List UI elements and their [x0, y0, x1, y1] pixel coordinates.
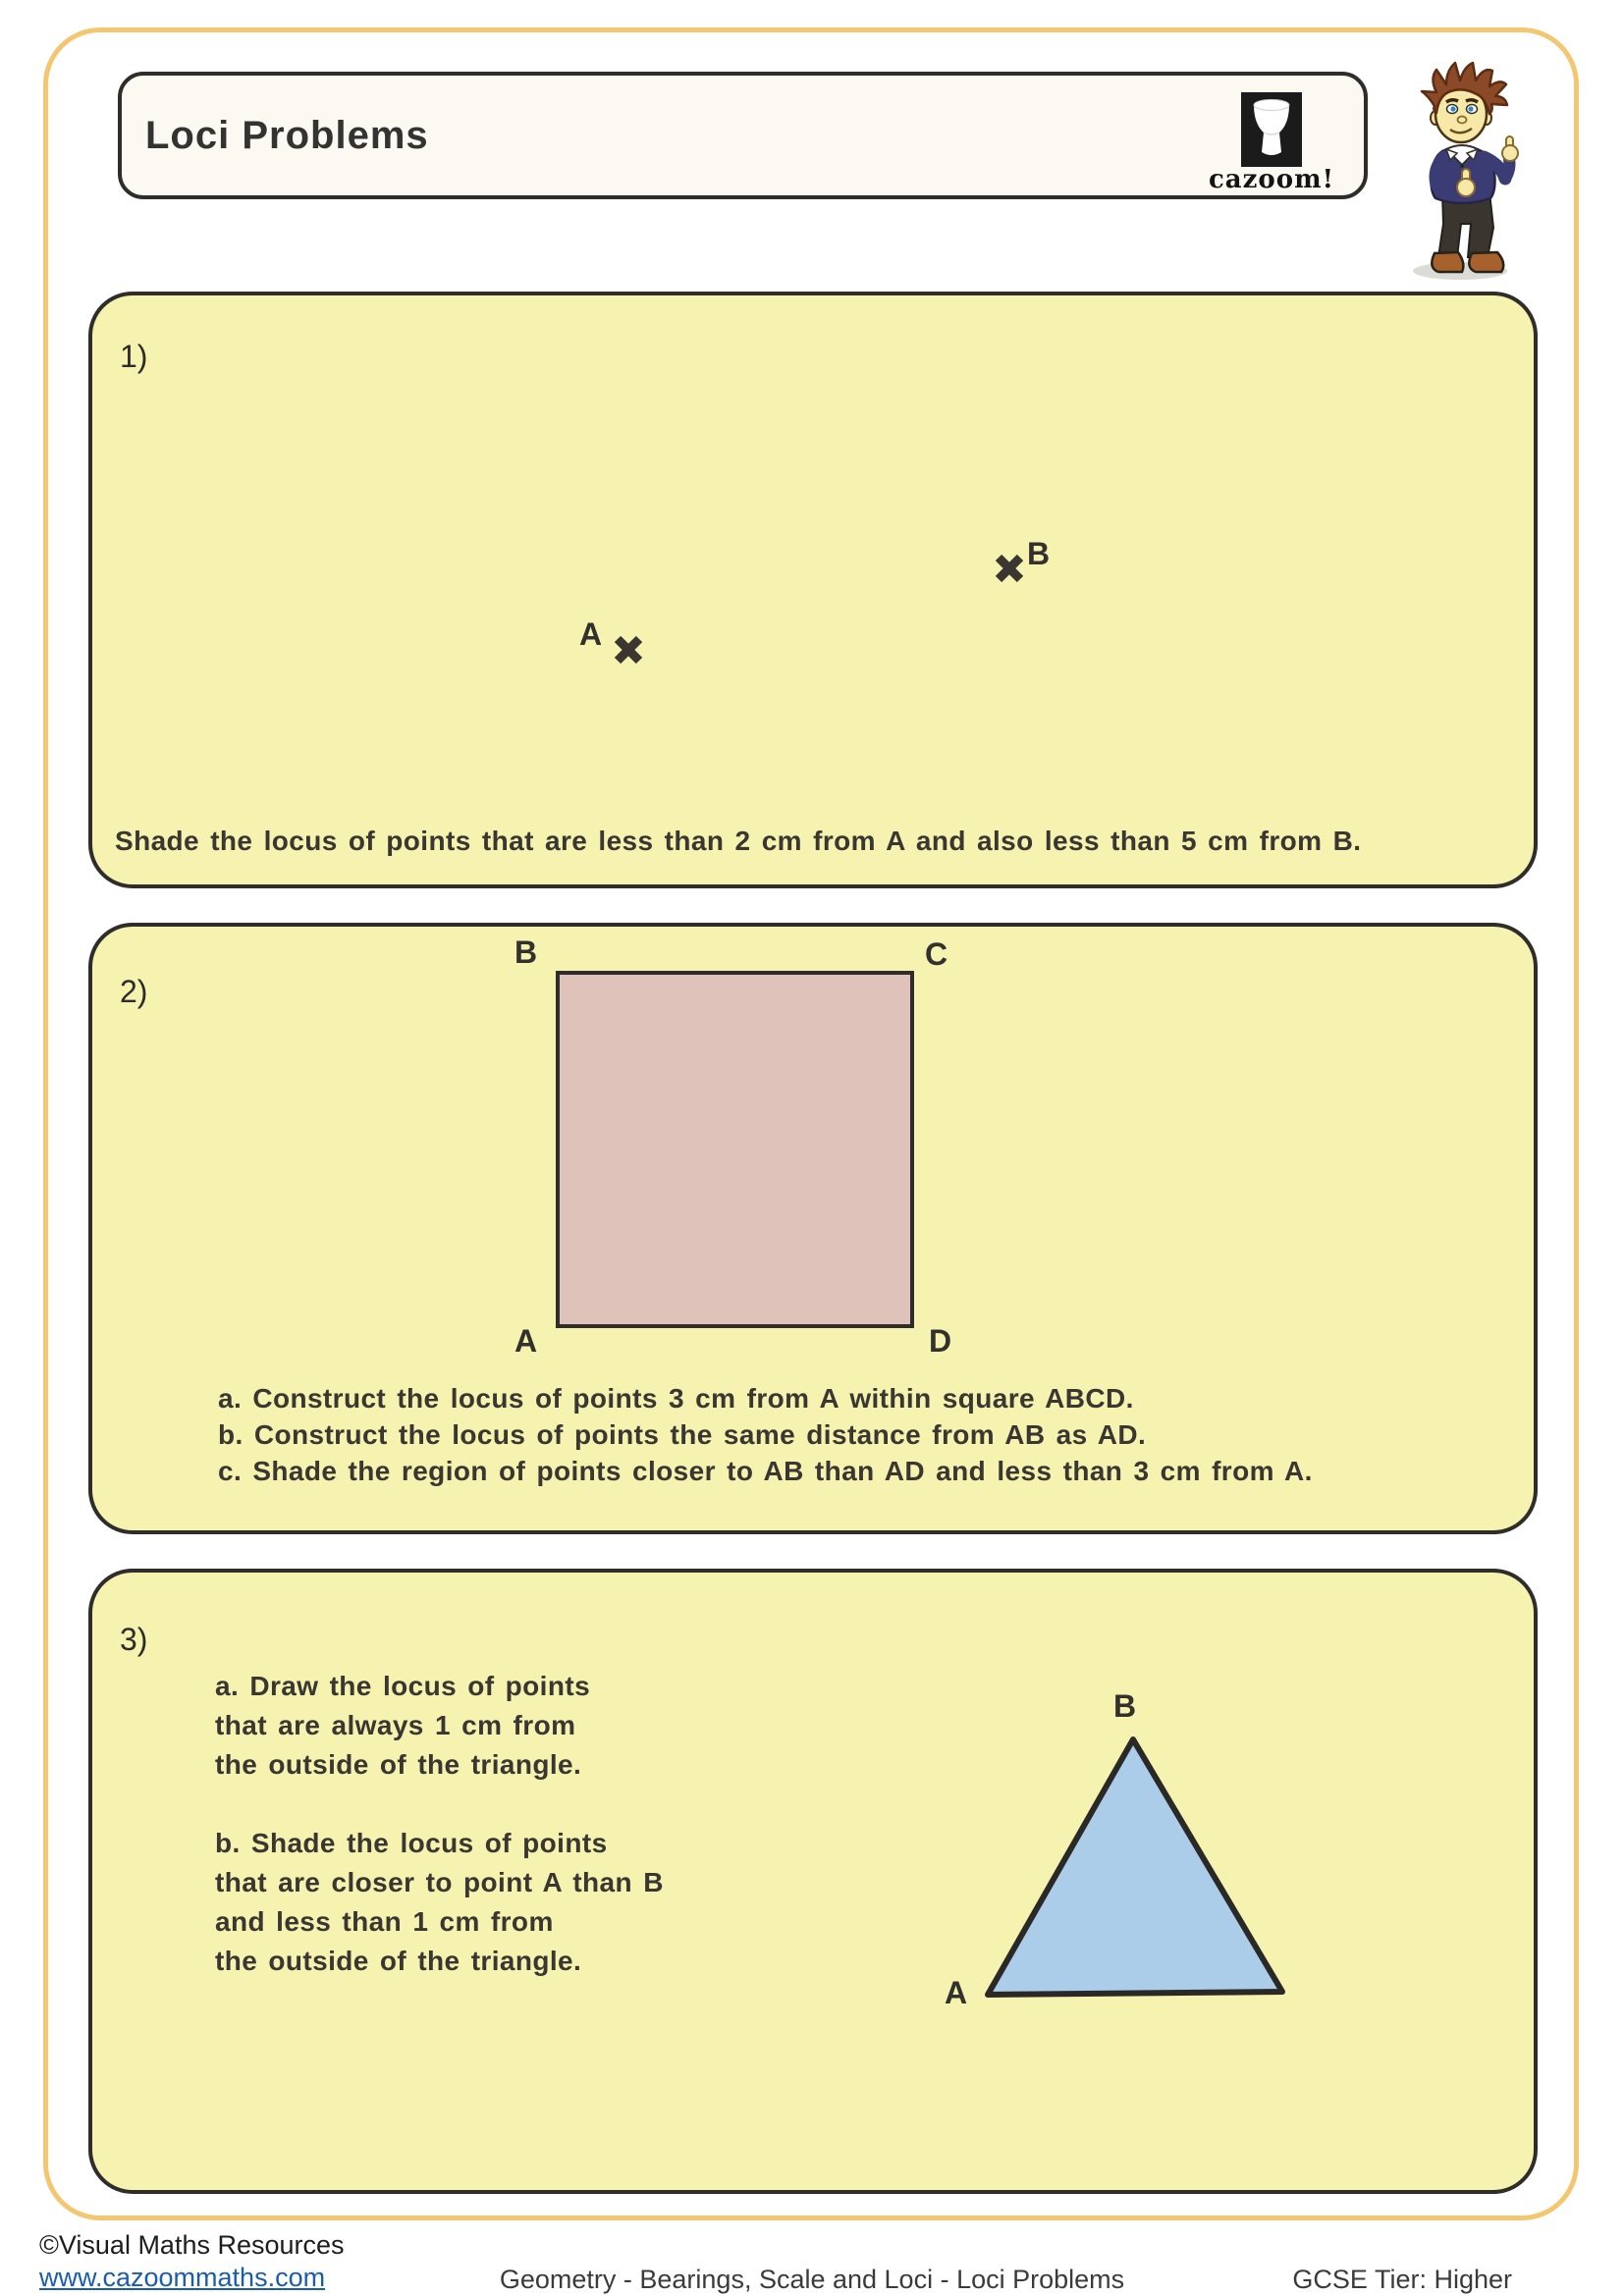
square-abcd — [556, 971, 914, 1328]
part-b-line: b. Shade the locus of points — [215, 1828, 608, 1858]
cazoom-logo — [1207, 86, 1336, 194]
part-b-line: the outside of the triangle. — [215, 1946, 582, 1976]
point-b-x-cross-icon — [993, 552, 1026, 585]
corner-label-d: D — [929, 1323, 952, 1359]
corner-label-a: A — [514, 1323, 538, 1359]
point-a-label: A — [579, 616, 603, 652]
header — [118, 72, 1368, 199]
question-2-item-a: a. Construct the locus of points 3 cm from A within square ABCD. — [218, 1383, 1134, 1414]
footer-tier-text: GCSE Tier: Higher — [1292, 2265, 1512, 2294]
part-b-line: that are closer to point A than B — [215, 1867, 664, 1897]
question-3-part-b-text — [215, 1824, 664, 1981]
triangle-label-a: A — [945, 1975, 968, 2010]
footer-copyright: ©Visual Maths Resources — [39, 2230, 345, 2260]
part-a-line: the outside of the triangle. — [215, 1749, 582, 1780]
question-1-number: 1) — [120, 339, 148, 374]
question-1-panel — [88, 292, 1538, 888]
mascot-character-icon — [1399, 59, 1532, 283]
question-2-items — [218, 1380, 1313, 1489]
point-b-label: B — [1027, 536, 1051, 571]
drum-icon — [1241, 92, 1302, 167]
question-1-text: Shade the locus of points that are less than 2 cm from A and also less than 5 cm from B. — [115, 826, 1362, 856]
question-3-number: 3) — [120, 1622, 148, 1657]
logo-text: cazoom! — [1208, 165, 1335, 194]
footer-website-link[interactable]: www.cazoommaths.com — [39, 2263, 326, 2292]
question-3-panel — [88, 1569, 1538, 2194]
question-2-item-c: c. Shade the region of points closer to AB than AD and less than 3 cm from A. — [218, 1456, 1313, 1486]
part-a-line: that are always 1 cm from — [215, 1710, 576, 1740]
point-a-x-cross-icon — [612, 633, 645, 667]
footer-center-text: Geometry - Bearings, Scale and Loci - Loci Problems — [499, 2265, 1125, 2294]
page-title: Loci Problems — [145, 113, 429, 157]
question-2-item-b: b. Construct the locus of points the same distance from AB as AD. — [218, 1419, 1147, 1450]
question-2-number: 2) — [120, 974, 148, 1009]
part-a-line: a. Draw the locus of points — [215, 1671, 591, 1701]
question-2-panel — [88, 923, 1538, 1534]
part-b-line: and less than 1 cm from — [215, 1906, 554, 1937]
question-3-part-a-text — [215, 1667, 590, 1785]
corner-label-b: B — [514, 934, 538, 970]
corner-label-c: C — [925, 936, 948, 972]
triangle-label-b: B — [1113, 1688, 1137, 1724]
